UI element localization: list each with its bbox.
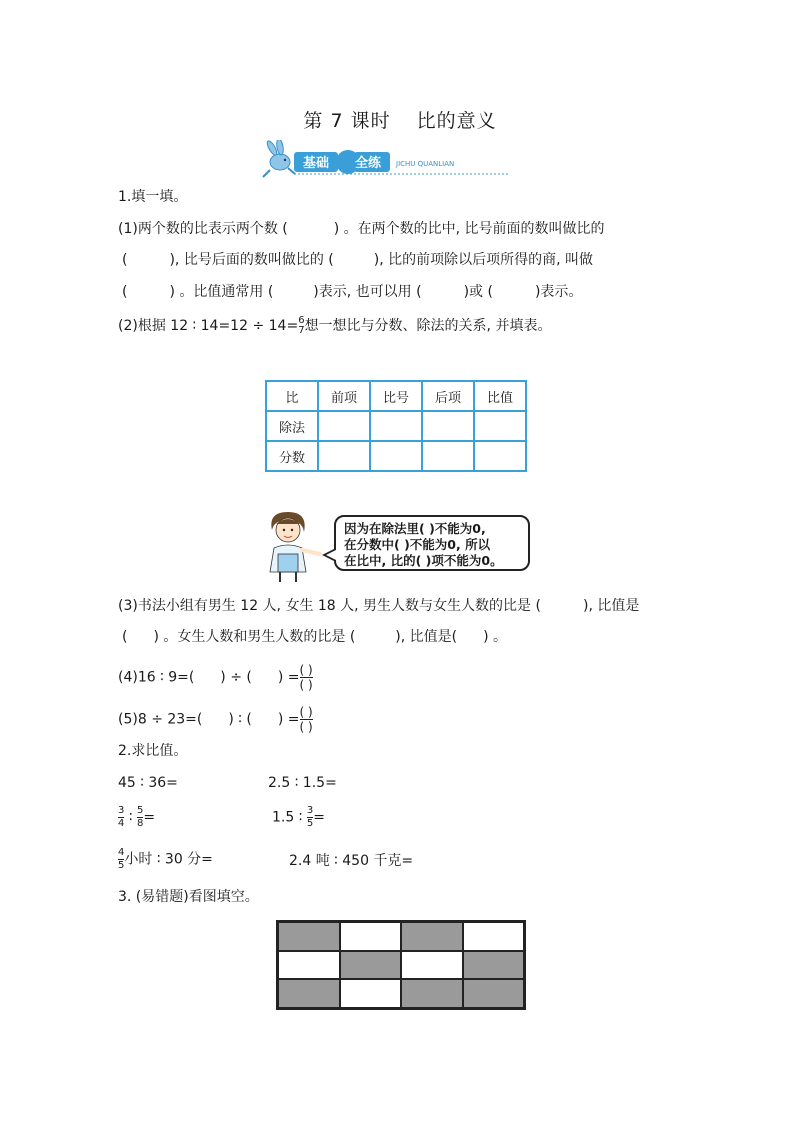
- q2-item-a: 45 ∶ 36=: [118, 775, 178, 791]
- answer-cell[interactable]: [370, 441, 422, 471]
- table-row: [266, 381, 526, 411]
- speech-bubble-tail-inner: [326, 550, 336, 560]
- grid-cell-shaded: [401, 922, 463, 951]
- grid-cell-blank: [463, 922, 525, 951]
- blank-fraction: $\frac{( )}{( )}$: [299, 663, 313, 692]
- bubble-line: 在分数中( )不能为0, 所以: [344, 537, 491, 552]
- q1-part3-line1: (3)书法小组有男生 12 人, 女生 18 人, 男生人数与女生人数的比是 ( ), 比值是: [118, 598, 640, 614]
- q1-part5: (5)8 ÷ 23=( ) ∶ ( ) = $\frac{( )}{( )}$: [118, 705, 313, 734]
- grid-cell-shaded: [278, 922, 340, 951]
- banner-pinyin: JICHU QUANLIAN: [396, 160, 455, 168]
- banner-text-1: 基础: [302, 156, 330, 171]
- answer-cell[interactable]: [474, 441, 526, 471]
- bubble-line: 因为在除法里( )不能为0,: [344, 521, 486, 536]
- q1-part1-line3: ( ) 。比值通常用 ( )表示, 也可以用 ( )或 ( )表示。: [122, 284, 583, 300]
- q3-heading: 3. (易错题)看图填空。: [118, 889, 259, 905]
- table-cell: 后项: [422, 381, 474, 411]
- grid-cell-shaded: [463, 979, 525, 1008]
- lesson-number: 第 7 课时: [303, 110, 391, 132]
- q1-part4: (4)16 ∶ 9=( ) ÷ ( ) = $\frac{( )}{( )}$: [118, 663, 313, 692]
- grid-cell-shaded: [278, 979, 340, 1008]
- grid-cell-blank: [340, 922, 402, 951]
- q2-item-c: $\frac{3}{4}$ ∶ $\frac{5}{8}$ =: [118, 805, 156, 829]
- banner-jichu-quanlian: [258, 140, 520, 180]
- q2-item-d: 1.5 ∶ $\frac{3}{5}$ =: [272, 805, 325, 829]
- q1-part3-line2: ( ) 。女生人数和男生人数的比是 ( ), 比值是( ) 。: [122, 629, 508, 645]
- grid-cell-shaded: [340, 951, 402, 980]
- table-row: [266, 411, 526, 441]
- answer-cell[interactable]: [370, 411, 422, 441]
- table-cell: 分数: [266, 441, 318, 471]
- q2-item-b: 2.5 ∶ 1.5=: [268, 775, 337, 791]
- table-cell: 比值: [474, 381, 526, 411]
- q1-part1-line1: (1)两个数的比表示两个数 ( ) 。在两个数的比中, 比号前面的数叫做比的: [118, 221, 605, 237]
- q2-item-f: 2.4 吨 ∶ 450 千克=: [289, 853, 414, 869]
- rabbit-icon: [263, 140, 295, 177]
- girl-illustration: [262, 508, 324, 584]
- answer-cell[interactable]: [422, 411, 474, 441]
- table-row: [266, 441, 526, 471]
- answer-cell[interactable]: [318, 441, 370, 471]
- grid-cell-blank: [401, 951, 463, 980]
- blank-fraction: $\frac{( )}{( )}$: [299, 705, 313, 734]
- table-cell: 比: [266, 381, 318, 411]
- banner-text-2: 全练: [354, 156, 382, 171]
- table-cell: 除法: [266, 411, 318, 441]
- table-cell: 比号: [370, 381, 422, 411]
- grid-cell-blank: [278, 951, 340, 980]
- grid-cell-shaded: [401, 979, 463, 1008]
- q1-heading: 1.填一填。: [118, 189, 188, 205]
- answer-cell[interactable]: [422, 441, 474, 471]
- fraction-6-7: 6 7: [298, 315, 305, 336]
- q1-part1-line2: ( ), 比号后面的数叫做比的 ( ), 比的前项除以后项所得的商, 叫做: [122, 252, 594, 268]
- ratio-relation-table: [265, 380, 527, 472]
- lesson-topic: 比的意义: [416, 110, 497, 132]
- shaded-grid-figure: [276, 920, 526, 1010]
- q2-heading: 2.求比值。: [118, 743, 188, 759]
- speech-bubble: [334, 515, 530, 571]
- table-cell: 前项: [318, 381, 370, 411]
- bubble-line: 在比中, 比的( )项不能为0。: [344, 553, 503, 568]
- grid-cell-blank: [340, 979, 402, 1008]
- answer-cell[interactable]: [474, 411, 526, 441]
- answer-cell[interactable]: [318, 411, 370, 441]
- grid-cell-shaded: [463, 951, 525, 980]
- q1-part2: (2)根据 12 ∶ 14=12 ÷ 14= 6 7 想一想比与分数、除法的关系, 并填表。: [118, 315, 552, 336]
- q2-item-e: $\frac{4}{5}$ 小时 ∶ 30 分=: [118, 847, 213, 871]
- page-title: [0, 106, 800, 133]
